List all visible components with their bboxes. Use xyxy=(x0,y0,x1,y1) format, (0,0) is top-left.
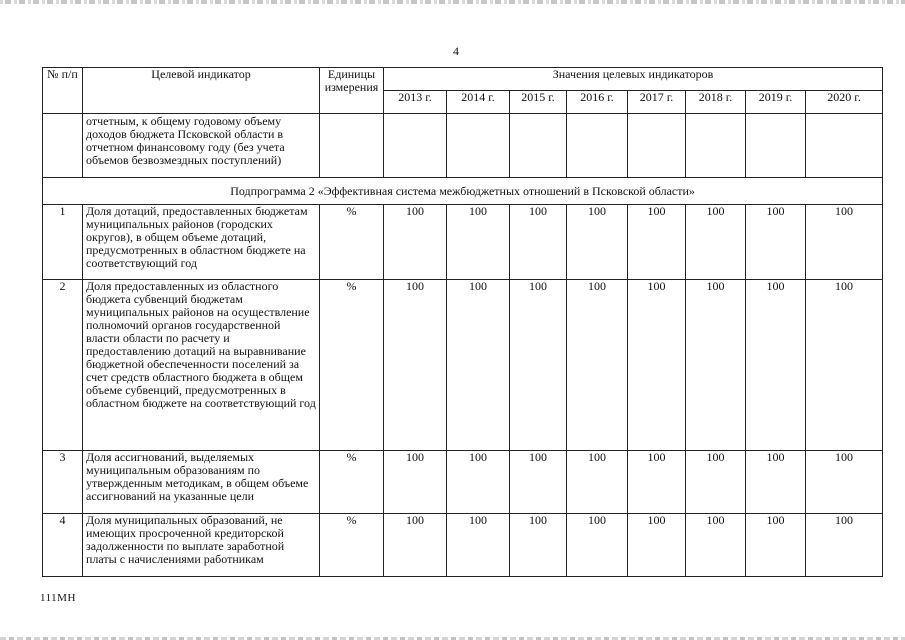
row-value: 100 xyxy=(746,280,806,451)
row-value: 100 xyxy=(746,514,806,577)
row-value: 100 xyxy=(510,451,567,514)
subprogram-row xyxy=(43,178,883,205)
row-value: 100 xyxy=(384,451,447,514)
header-year: 2019 г. xyxy=(746,91,806,114)
header-year: 2013 г. xyxy=(384,91,447,114)
header-year: 2016 г. xyxy=(567,91,628,114)
row-value: 100 xyxy=(384,280,447,451)
row-value: 100 xyxy=(806,205,883,280)
row-unit: % xyxy=(320,451,384,514)
header-num: № п/п xyxy=(43,68,83,114)
header-indicator: Целевой индикатор xyxy=(83,68,320,114)
header-year: 2020 г. xyxy=(806,91,883,114)
row-value: 100 xyxy=(806,451,883,514)
header-year: 2014 г. xyxy=(447,91,510,114)
row-indicator-name: Доля ассигнований, выделяемых муниципальным образованиям по утвержденным методикам, в общем объеме ассигнований на указанные цели xyxy=(83,451,320,514)
header-units: Единицы измерения xyxy=(320,68,384,114)
subprogram-title: Подпрограмма 2 «Эффективная система межбюджетных отношений в Псковской области» xyxy=(43,178,883,205)
continuation-text: отчетным, к общему годовому объему доходов бюджета Псковской области в отчетном финансовому году (без учета объемов безвозмездных поступлений) xyxy=(83,114,320,178)
row-value: 100 xyxy=(686,280,746,451)
row-value: 100 xyxy=(567,451,628,514)
row-value: 100 xyxy=(447,205,510,280)
header-year: 2017 г. xyxy=(628,91,686,114)
cell-empty xyxy=(806,114,883,178)
header-row-main xyxy=(43,68,883,91)
row-value: 100 xyxy=(447,280,510,451)
row-value: 100 xyxy=(628,280,686,451)
row-value: 100 xyxy=(686,451,746,514)
page-number: 4 xyxy=(453,44,459,58)
row-indicator-name: Доля предоставленных из областного бюджета субвенций бюджетам муниципальных районов на осуществление полномочий органов государственной власти области по расчету и предоставлению дотаций на выравнивание бюджетной обеспеченности поселений за счет средств областного бюджета в общем объеме субвенций, предусмотренных в областном бюджете на соответствующий год xyxy=(83,280,320,451)
row-value: 100 xyxy=(806,514,883,577)
table-row xyxy=(43,205,883,280)
header-year: 2018 г. xyxy=(686,91,746,114)
row-value: 100 xyxy=(384,205,447,280)
row-number: 3 xyxy=(43,451,83,514)
row-unit: % xyxy=(320,205,384,280)
row-unit: % xyxy=(320,280,384,451)
row-value: 100 xyxy=(567,514,628,577)
row-number: 1 xyxy=(43,205,83,280)
row-number: 4 xyxy=(43,514,83,577)
cell-empty xyxy=(686,114,746,178)
cell-empty xyxy=(746,114,806,178)
row-number: 2 xyxy=(43,280,83,451)
continuation-row xyxy=(43,114,883,178)
row-value: 100 xyxy=(510,280,567,451)
document-code: 111МН xyxy=(40,592,76,604)
row-value: 100 xyxy=(686,205,746,280)
row-value: 100 xyxy=(567,280,628,451)
row-value: 100 xyxy=(628,514,686,577)
row-value: 100 xyxy=(746,205,806,280)
row-indicator-name: Доля муниципальных образований, не имеющих просроченной кредиторской задолженности по выплате заработной платы с начислениями работникам xyxy=(83,514,320,577)
row-unit: % xyxy=(320,514,384,577)
row-indicator-name: Доля дотаций, предоставленных бюджетам муниципальных районов (городских округов), в общем объеме дотаций, предусмотренных в областном бюджете на соответствующий год xyxy=(83,205,320,280)
cell-empty xyxy=(447,114,510,178)
cell-empty xyxy=(567,114,628,178)
scan-edge-top xyxy=(0,0,905,4)
row-value: 100 xyxy=(806,280,883,451)
row-value: 100 xyxy=(628,451,686,514)
row-value: 100 xyxy=(628,205,686,280)
cell-empty xyxy=(320,114,384,178)
row-value: 100 xyxy=(447,451,510,514)
row-value: 100 xyxy=(746,451,806,514)
cell-empty xyxy=(384,114,447,178)
header-values: Значения целевых индикаторов xyxy=(384,68,883,91)
row-value: 100 xyxy=(510,514,567,577)
header-year: 2015 г. xyxy=(510,91,567,114)
cell-empty xyxy=(43,114,83,178)
indicators-table xyxy=(42,67,883,577)
row-value: 100 xyxy=(510,205,567,280)
row-value: 100 xyxy=(447,514,510,577)
cell-empty xyxy=(510,114,567,178)
row-value: 100 xyxy=(567,205,628,280)
cell-empty xyxy=(628,114,686,178)
table-row xyxy=(43,514,883,577)
table-row xyxy=(43,451,883,514)
row-value: 100 xyxy=(384,514,447,577)
table-row xyxy=(43,280,883,451)
row-value: 100 xyxy=(686,514,746,577)
